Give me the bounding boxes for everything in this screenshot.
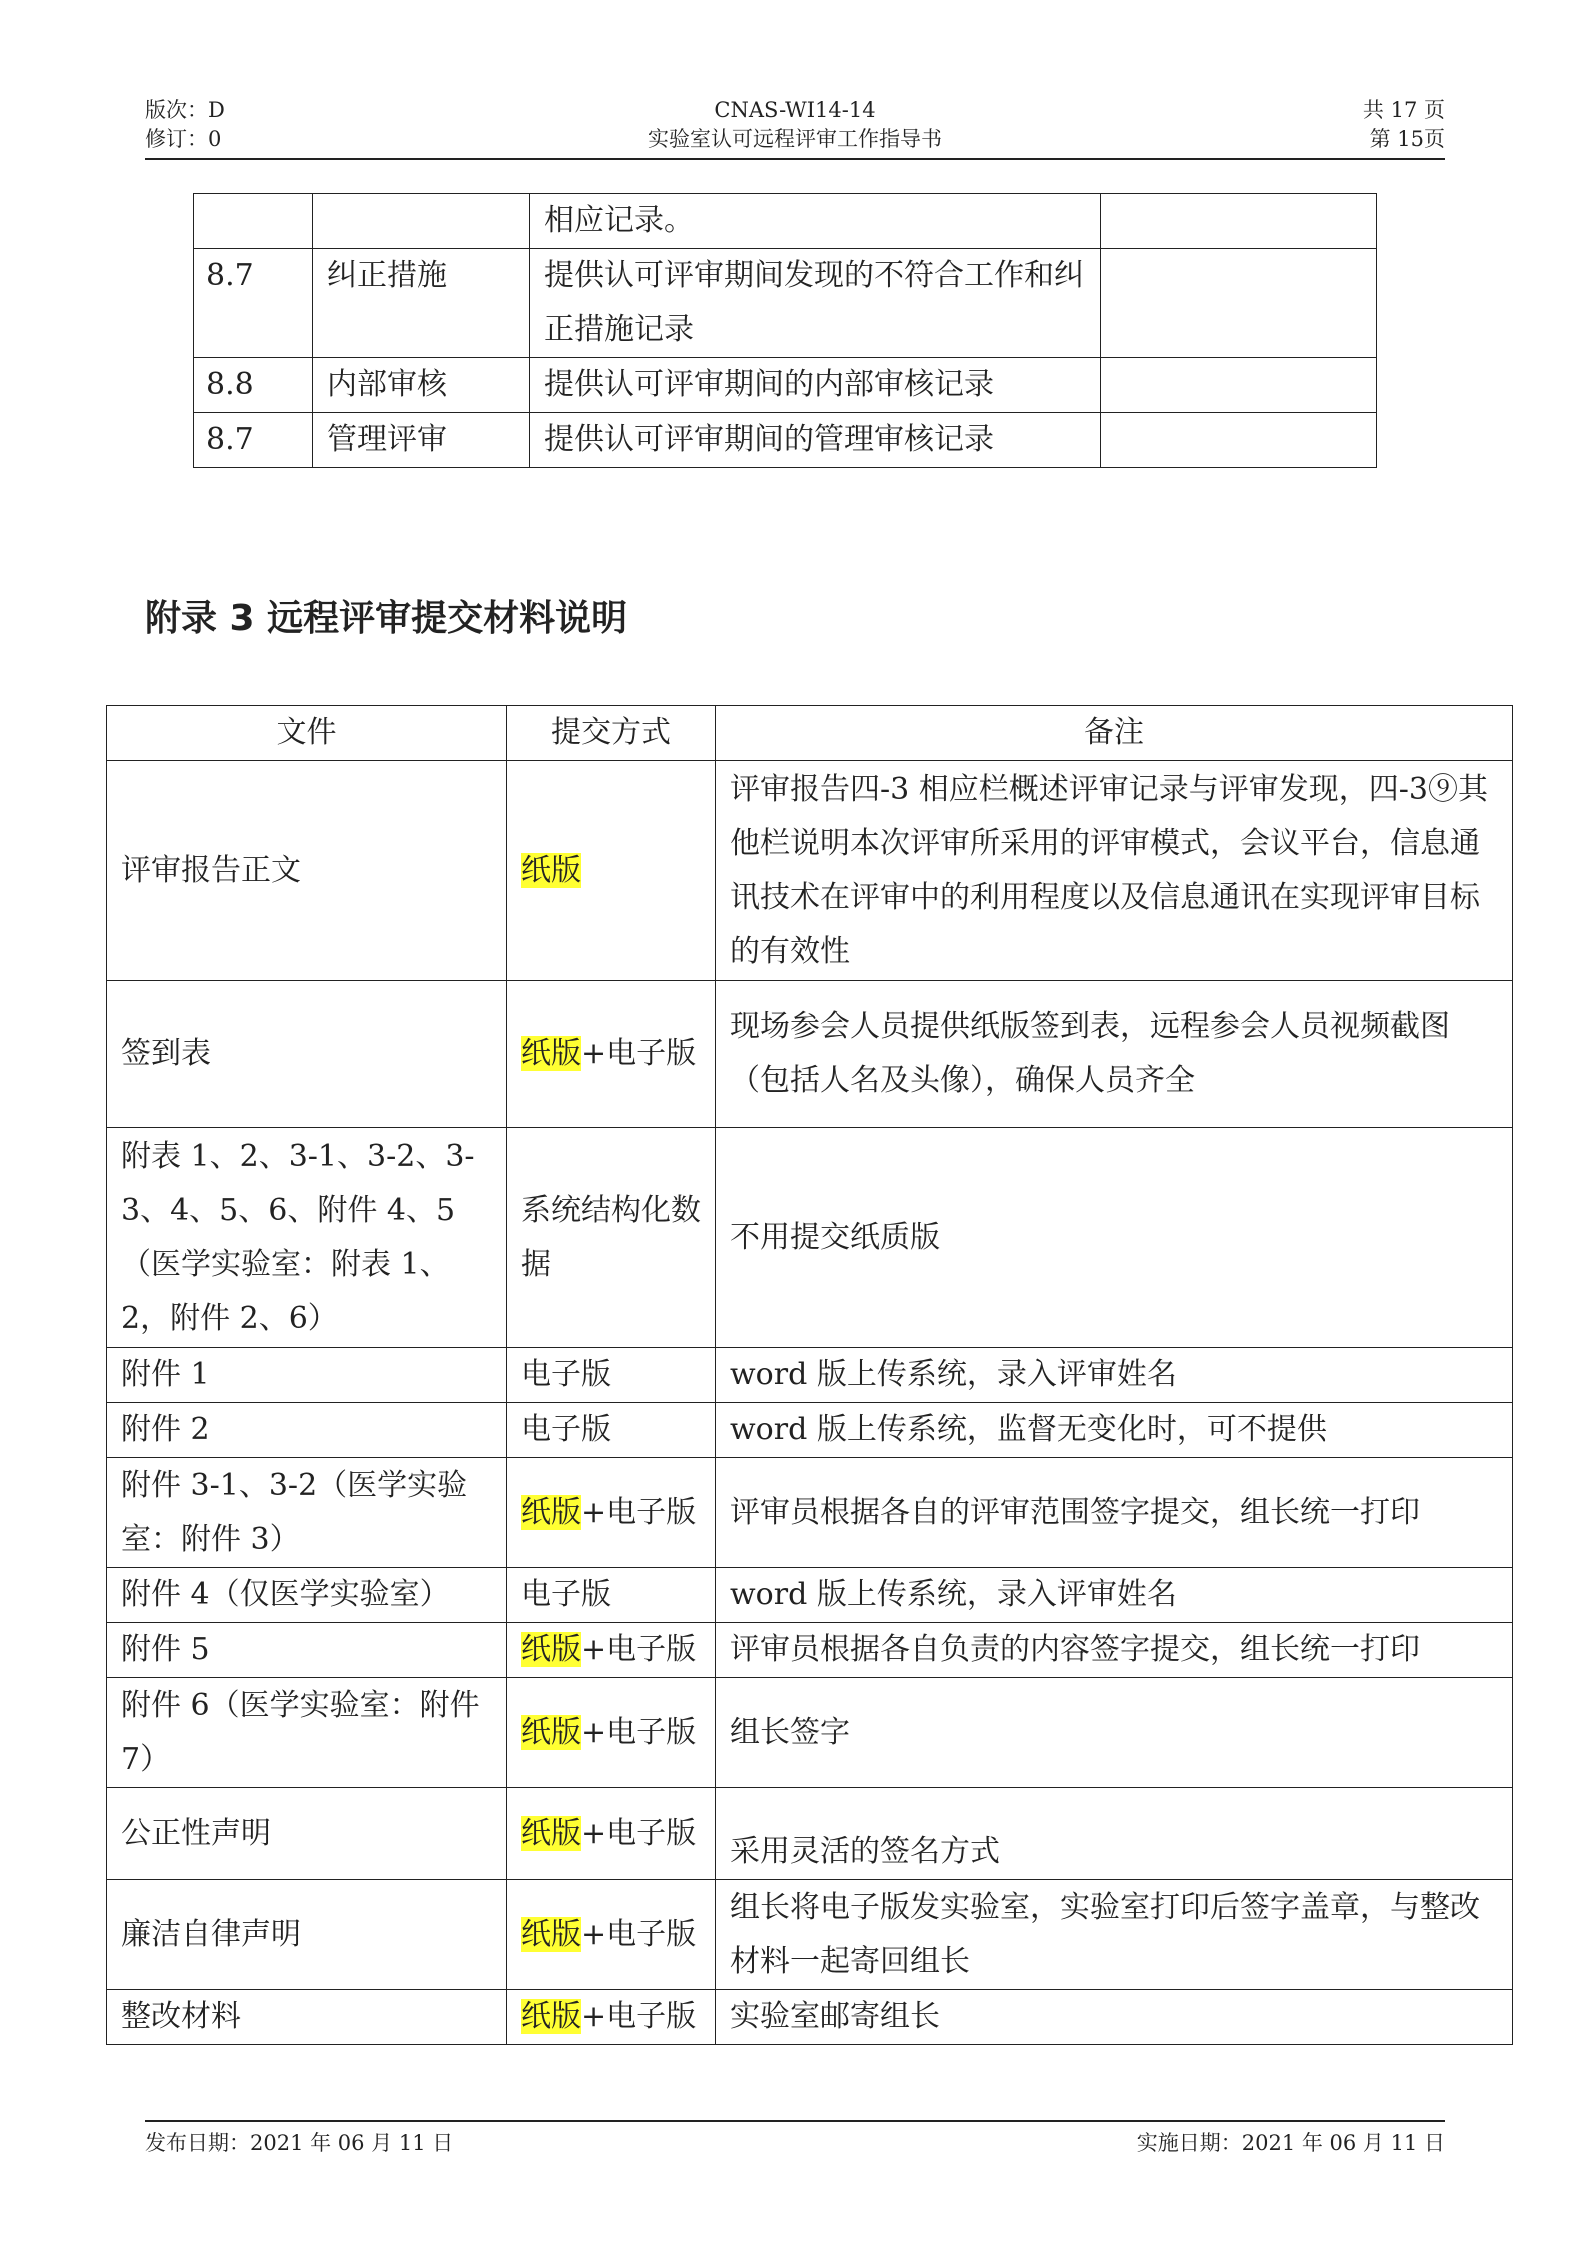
version-label: 版次：D [145,98,225,122]
note-text: 评审员根据各自负责的内容签字提交，组长统一打印 [716,1623,1513,1678]
table-row [107,1788,1513,1880]
clause-number: 8.7 [194,413,313,468]
table-row [107,1880,1513,1990]
table-row [107,1623,1513,1678]
current-page: 第 15页 [1369,127,1445,151]
clause-desc: 提供认可评审期间发现的不符合工作和纠正措施记录 [530,249,1101,358]
file-name: 评审报告正文 [107,761,507,981]
clause-desc: 提供认可评审期间的管理审核记录 [530,413,1101,468]
submit-method [507,1880,716,1990]
submit-method [507,1990,716,2045]
table-row [107,1348,1513,1403]
method-rest: 电子版 [521,1577,611,1612]
highlight-paper: 纸版 [521,1999,581,2034]
clause-item: 内部审核 [313,358,530,413]
method-rest: 电子版 [521,1412,611,1447]
note-text: word 版上传系统，录入评审姓名 [716,1348,1513,1403]
clause-desc: 提供认可评审期间的内部审核记录 [530,358,1101,413]
method-rest: +电子版 [581,1632,697,1667]
file-name: 附件 1 [107,1348,507,1403]
file-name: 附表 1、2、3-1、3-2、3-3、4、5、6、附件 4、5（医学实验室：附表 1、2，附件 2、6） [107,1128,507,1348]
clause-note [1101,358,1377,413]
page-header [145,96,1445,154]
note-text: 现场参会人员提供纸版签到表，远程参会人员视频截图（包括人名及头像），确保人员齐全 [716,981,1513,1128]
note-text: word 版上传系统，录入评审姓名 [716,1568,1513,1623]
submission-table [106,705,1513,2045]
highlight-paper: 纸版 [521,1916,581,1952]
file-name: 整改材料 [107,1990,507,2045]
table-row [194,249,1377,358]
table-row [107,1678,1513,1788]
submit-method [507,1568,716,1623]
clause-item: 纠正措施 [313,249,530,358]
clause-item: 管理评审 [313,413,530,468]
clause-number [194,194,313,249]
submit-method [507,1623,716,1678]
revision-label: 修订：0 [145,127,222,151]
method-rest: +电子版 [581,1714,697,1750]
clause-note [1101,413,1377,468]
footer-divider [145,2120,1445,2122]
doc-code: CNAS-WI14-14 [714,98,876,122]
file-name: 公正性声明 [107,1788,507,1880]
file-name: 附件 2 [107,1403,507,1458]
table-row [107,761,1513,981]
table-row [194,413,1377,468]
submit-method [507,1348,716,1403]
table-row [107,1990,1513,2045]
table-row [194,358,1377,413]
header-method: 提交方式 [507,706,716,761]
submit-method [507,1128,716,1348]
note-text: 组长签字 [716,1678,1513,1788]
clause-number: 8.7 [194,249,313,358]
table-row [194,194,1377,249]
file-name: 附件 5 [107,1623,507,1678]
release-date: 发布日期：2021 年 06 月 11 日 [145,2131,454,2155]
method-rest: 系统结构化数据 [521,1192,701,1282]
doc-title: 实验室认可远程评审工作指导书 [648,127,942,151]
submit-method [507,1458,716,1568]
table-row [107,1458,1513,1568]
highlight-paper: 纸版 [521,1815,581,1851]
highlight-paper: 纸版 [521,1036,581,1071]
method-rest: +电子版 [581,1999,697,2034]
submit-method [507,761,716,981]
note-text: 评审员根据各自的评审范围签字提交，组长统一打印 [716,1458,1513,1568]
header-divider [145,158,1445,160]
highlight-paper: 纸版 [521,1494,581,1530]
note-text: 不用提交纸质版 [716,1128,1513,1348]
file-name: 附件 4（仅医学实验室） [107,1568,507,1623]
table-row [107,1568,1513,1623]
table-header-row [107,706,1513,761]
effective-date: 实施日期：2021 年 06 月 11 日 [1136,2131,1445,2155]
submit-method [507,1678,716,1788]
note-text: 采用灵活的签名方式 [716,1788,1513,1880]
highlight-paper: 纸版 [521,852,581,888]
table-row [107,1128,1513,1348]
note-text: 实验室邮寄组长 [716,1990,1513,2045]
clause-number: 8.8 [194,358,313,413]
clause-desc: 相应记录。 [530,194,1101,249]
note-text: 组长将电子版发实验室，实验室打印后签字盖章，与整改材料一起寄回组长 [716,1880,1513,1990]
submit-method [507,1788,716,1880]
clause-note [1101,249,1377,358]
file-name: 签到表 [107,981,507,1128]
submit-method [507,1403,716,1458]
note-text: 评审报告四-3 相应栏概述评审记录与评审发现，四-3⑨其他栏说明本次评审所采用的评审模式，会议平台，信息通讯技术在评审中的利用程度以及信息通讯在实现评审目标的有效性 [716,761,1513,981]
clause-note [1101,194,1377,249]
method-rest: 电子版 [521,1357,611,1392]
total-pages: 共 17 页 [1362,98,1445,122]
file-name: 附件 3-1、3-2（医学实验室：附件 3） [107,1458,507,1568]
highlight-paper: 纸版 [521,1632,581,1667]
clause-item [313,194,530,249]
method-rest: +电子版 [581,1494,697,1530]
note-text: word 版上传系统，监督无变化时，可不提供 [716,1403,1513,1458]
header-note: 备注 [716,706,1513,761]
file-name: 附件 6（医学实验室：附件 7） [107,1678,507,1788]
records-table [193,193,1377,468]
file-name: 廉洁自律声明 [107,1880,507,1990]
table-row [107,1403,1513,1458]
submit-method [507,981,716,1128]
method-rest: +电子版 [581,1036,697,1071]
header-file: 文件 [107,706,507,761]
method-rest: +电子版 [581,1815,697,1851]
table-row [107,981,1513,1128]
appendix-title: 附录 3 远程评审提交材料说明 [145,598,628,639]
highlight-paper: 纸版 [521,1714,581,1750]
method-rest: +电子版 [581,1916,697,1952]
